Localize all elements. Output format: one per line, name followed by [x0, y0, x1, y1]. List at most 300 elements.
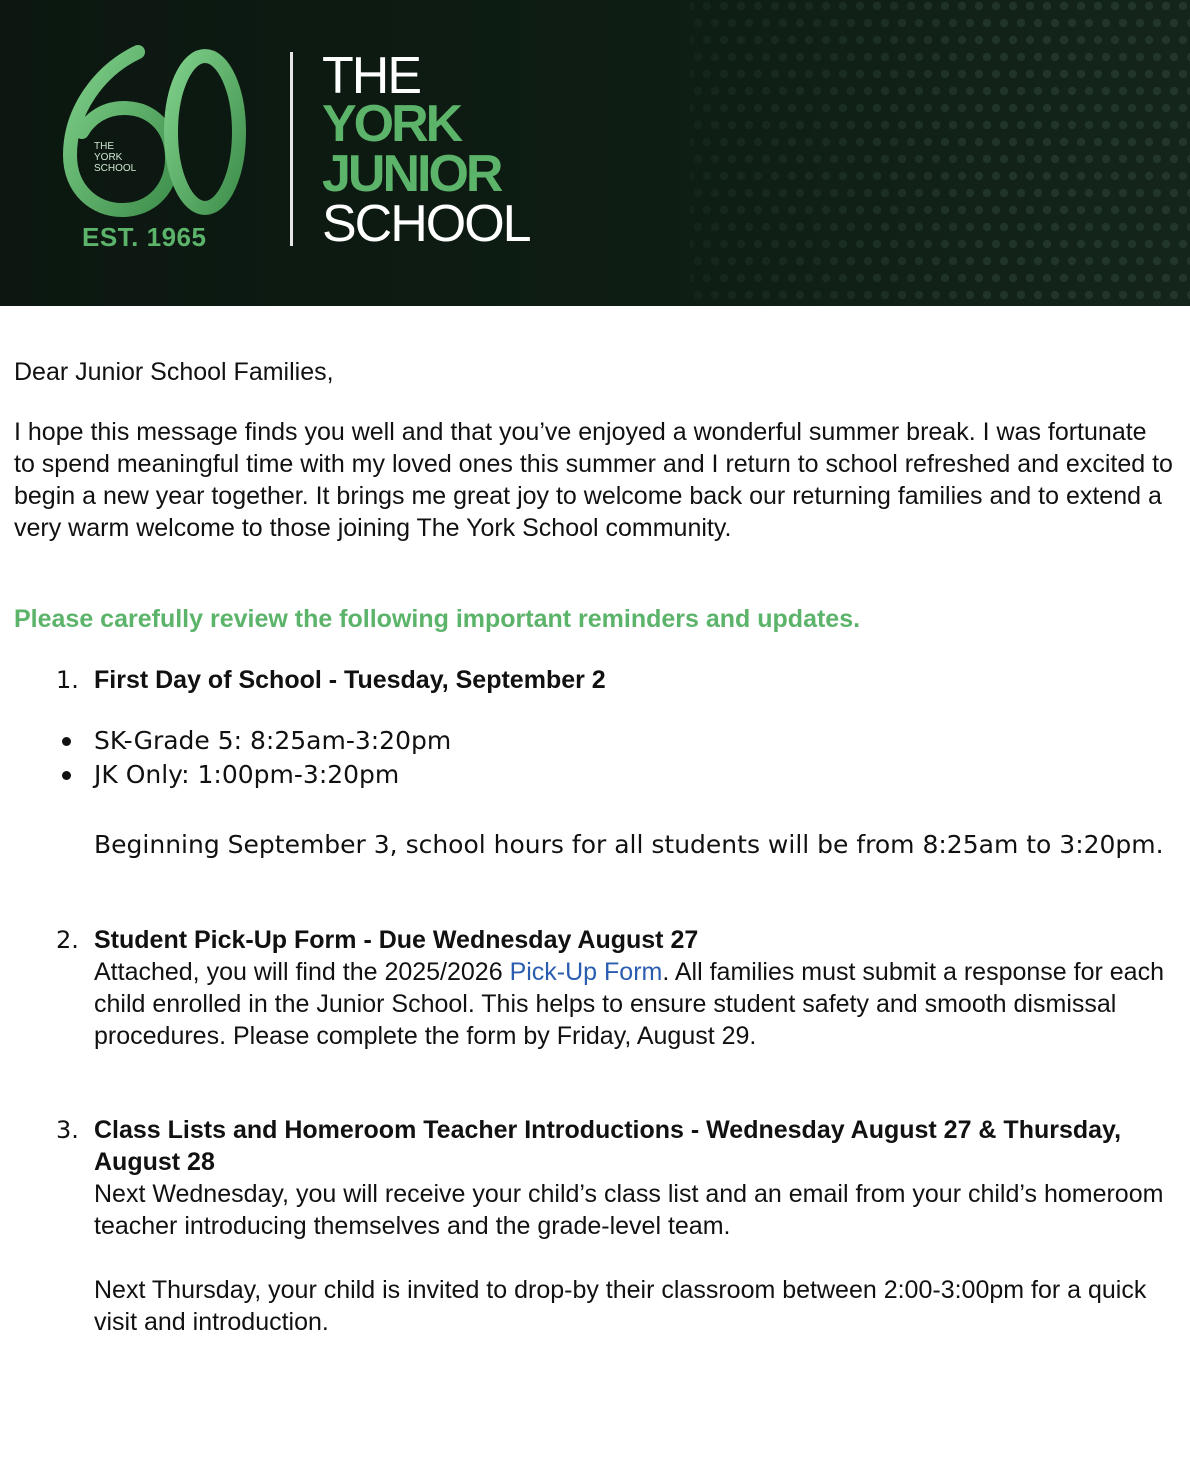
pattern-dot: [949, 223, 957, 231]
pattern-dot: [1026, 240, 1034, 248]
pattern-dot: [1111, 138, 1119, 146]
pattern-dot: [881, 155, 889, 163]
pattern-dot: [694, 53, 702, 61]
pattern-dot: [1026, 36, 1034, 44]
pattern-dot: [1000, 121, 1008, 129]
body-text: . All families must submit a response for each child enrolled in the Junior School. This helps to ensure student safety and smooth dismissal procedures. Please complete the form by Friday, August 29.: [94, 958, 1164, 1050]
pattern-dot: [771, 274, 779, 282]
pattern-dot: [737, 70, 745, 78]
pattern-dot: [898, 121, 906, 129]
pattern-dot: [1009, 70, 1017, 78]
pattern-dot: [1153, 291, 1161, 299]
pattern-dot: [975, 36, 983, 44]
pattern-dot: [1094, 36, 1102, 44]
pattern-dot: [864, 53, 872, 61]
pattern-dot: [864, 155, 872, 163]
pattern-dot: [1170, 53, 1178, 61]
pattern-dot: [890, 36, 898, 44]
pattern-dot: [690, 70, 694, 78]
pattern-dot: [966, 257, 974, 265]
pattern-dot: [762, 257, 770, 265]
pattern-dot: [720, 70, 728, 78]
pattern-dot: [966, 19, 974, 27]
pattern-dot: [873, 2, 881, 10]
pattern-dot: [898, 223, 906, 231]
pattern-dot: [779, 121, 787, 129]
pattern-dot: [711, 19, 719, 27]
pattern-dot: [737, 138, 745, 146]
pattern-dot: [1000, 87, 1008, 95]
pattern-dot: [941, 104, 949, 112]
pattern-dot: [728, 87, 736, 95]
pattern-dot: [1119, 19, 1127, 27]
logo-inner-text-2: YORK: [94, 152, 123, 163]
pattern-dot: [813, 257, 821, 265]
pattern-dot: [839, 240, 847, 248]
school-name-school: SCHOOL: [322, 195, 530, 253]
pattern-dot: [1043, 2, 1051, 10]
pattern-dot: [703, 104, 711, 112]
pattern-dot: [839, 274, 847, 282]
pattern-dot: [728, 291, 736, 299]
pattern-dot: [771, 206, 779, 214]
pattern-dot: [1000, 155, 1008, 163]
pattern-dot: [1043, 104, 1051, 112]
pattern-dot: [890, 172, 898, 180]
pattern-dot: [1068, 87, 1076, 95]
pattern-dot: [1051, 189, 1059, 197]
pattern-dot: [1017, 155, 1025, 163]
pattern-dot: [983, 53, 991, 61]
pattern-dot: [958, 70, 966, 78]
pattern-dot: [779, 155, 787, 163]
pattern-dot: [745, 87, 753, 95]
pattern-dot: [1026, 70, 1034, 78]
pattern-dot: [813, 87, 821, 95]
pattern-dot: [881, 223, 889, 231]
pattern-dot: [771, 172, 779, 180]
pattern-dot: [754, 240, 762, 248]
pattern-dot: [915, 223, 923, 231]
pattern-dot: [1145, 138, 1153, 146]
pattern-dot: [958, 2, 966, 10]
pattern-dot: [745, 291, 753, 299]
pattern-dot: [822, 274, 830, 282]
pattern-dot: [881, 257, 889, 265]
pattern-dot: [881, 189, 889, 197]
pattern-dot: [992, 240, 1000, 248]
pattern-dot: [1153, 189, 1161, 197]
pattern-dot: [1170, 19, 1178, 27]
pattern-dot: [1170, 155, 1178, 163]
pattern-dot: [1153, 257, 1161, 265]
pattern-dot: [1145, 104, 1153, 112]
pattern-dot: [966, 53, 974, 61]
bullet-text: JK Only: 1:00pm-3:20pm: [94, 760, 400, 789]
pattern-dot: [839, 70, 847, 78]
pattern-dot: [694, 19, 702, 27]
pattern-dot: [805, 172, 813, 180]
pattern-dot: [975, 240, 983, 248]
item-body: Next Wednesday, you will receive your child’s class list and an email from your child’s homeroom teacher introducing themselves and the grade-level team.: [94, 1180, 1164, 1240]
pattern-dot: [1162, 240, 1170, 248]
pattern-dot: [779, 223, 787, 231]
pattern-dot: [983, 155, 991, 163]
pattern-dot: [966, 291, 974, 299]
pattern-dot: [856, 36, 864, 44]
pattern-dot: [1162, 274, 1170, 282]
pattern-dot: [1068, 257, 1076, 265]
pattern-dot: [992, 70, 1000, 78]
pattern-dot: [1068, 223, 1076, 231]
pattern-dot: [1043, 172, 1051, 180]
pattern-dot: [1111, 104, 1119, 112]
pattern-dot: [847, 155, 855, 163]
item-number: 1.: [56, 666, 79, 694]
pattern-dot: [1179, 70, 1187, 78]
pattern-dot: [1017, 53, 1025, 61]
pattern-dot: [762, 189, 770, 197]
pattern-dot: [873, 274, 881, 282]
pattern-dot: [1094, 2, 1102, 10]
item-title: Class Lists and Homeroom Teacher Introductions - Wednesday August 27 & Thursday, August 28: [94, 1116, 1122, 1176]
pattern-dot: [1000, 53, 1008, 61]
pattern-dot: [745, 257, 753, 265]
pattern-dot: [788, 274, 796, 282]
pattern-dot: [915, 19, 923, 27]
pattern-dot: [703, 172, 711, 180]
pattern-dot: [830, 53, 838, 61]
pattern-dot: [915, 87, 923, 95]
pattern-dot: [1094, 70, 1102, 78]
pattern-dot: [1145, 172, 1153, 180]
pattern-dot: [1068, 189, 1076, 197]
pattern-dot: [745, 223, 753, 231]
pattern-dot: [890, 206, 898, 214]
pattern-dot: [1060, 138, 1068, 146]
pattern-dot: [966, 189, 974, 197]
pattern-dot: [856, 70, 864, 78]
pattern-dot: [720, 240, 728, 248]
pattern-dot: [1026, 206, 1034, 214]
pattern-dot: [1000, 189, 1008, 197]
pattern-dot: [941, 70, 949, 78]
pattern-dot: [915, 189, 923, 197]
pattern-dot: [915, 257, 923, 265]
pattern-dot: [813, 189, 821, 197]
school-name-the: THE: [322, 47, 420, 105]
pattern-dot: [1128, 172, 1136, 180]
pattern-dot: [975, 274, 983, 282]
pattern-dot: [856, 138, 864, 146]
pattern-dot: [1111, 172, 1119, 180]
pattern-dot: [847, 53, 855, 61]
pattern-dot: [1111, 274, 1119, 282]
pattern-dot: [805, 36, 813, 44]
pattern-dot: [822, 138, 830, 146]
pattern-dot: [796, 291, 804, 299]
pattern-dot: [762, 53, 770, 61]
pattern-dot: [1094, 240, 1102, 248]
pattern-dot: [1119, 257, 1127, 265]
pattern-dot: [737, 36, 745, 44]
pattern-dot: [1009, 240, 1017, 248]
pattern-dot: [754, 138, 762, 146]
pattern-dot: [694, 291, 702, 299]
pattern-dot: [745, 19, 753, 27]
pattern-dot: [932, 223, 940, 231]
pattern-dot: [1128, 138, 1136, 146]
pattern-dot: [805, 240, 813, 248]
pattern-dot: [864, 87, 872, 95]
pattern-dot: [1026, 2, 1034, 10]
pattern-dot: [924, 70, 932, 78]
pattern-dot: [983, 223, 991, 231]
pattern-dot: [1009, 274, 1017, 282]
pattern-dot: [1034, 121, 1042, 129]
pattern-dot: [1068, 19, 1076, 27]
pattern-dot: [856, 240, 864, 248]
pattern-dot: [1153, 155, 1161, 163]
pattern-dot: [1102, 121, 1110, 129]
pattern-dot: [1162, 36, 1170, 44]
pattern-dot: [924, 138, 932, 146]
pattern-dot: [690, 172, 694, 180]
pattern-dot: [1145, 36, 1153, 44]
pattern-dot: [1111, 206, 1119, 214]
pattern-dot: [873, 104, 881, 112]
pattern-dot: [839, 138, 847, 146]
pattern-dot: [694, 87, 702, 95]
pattern-dot: [1009, 172, 1017, 180]
pattern-dot: [796, 53, 804, 61]
bullet-text: SK-Grade 5: 8:25am-3:20pm: [94, 726, 452, 755]
pattern-dot: [1060, 172, 1068, 180]
pattern-dot: [1077, 2, 1085, 10]
pattern-dot: [690, 206, 694, 214]
pattern-dot: [1136, 155, 1144, 163]
pattern-dot: [847, 257, 855, 265]
pattern-dot: [830, 121, 838, 129]
pattern-dot: [822, 206, 830, 214]
pattern-dot: [1009, 138, 1017, 146]
pattern-dot: [711, 291, 719, 299]
pattern-dot: [992, 138, 1000, 146]
pattern-dot: [805, 206, 813, 214]
pattern-dot: [1017, 87, 1025, 95]
pattern-dot: [958, 206, 966, 214]
pattern-dot: [924, 274, 932, 282]
pattern-dot: [694, 189, 702, 197]
pattern-dot: [983, 121, 991, 129]
pattern-dot: [898, 189, 906, 197]
pick-up-form-link[interactable]: Pick-Up Form: [509, 958, 663, 986]
pattern-dot: [1017, 19, 1025, 27]
pattern-dot: [924, 206, 932, 214]
pattern-dot: [754, 2, 762, 10]
pattern-dot: [1170, 257, 1178, 265]
pattern-dot: [813, 53, 821, 61]
pattern-dot: [847, 291, 855, 299]
pattern-dot: [813, 155, 821, 163]
pattern-dot: [949, 155, 957, 163]
pattern-dot: [1145, 2, 1153, 10]
pattern-dot: [1111, 70, 1119, 78]
pattern-dot: [728, 121, 736, 129]
pattern-dot: [711, 121, 719, 129]
pattern-dot: [1034, 189, 1042, 197]
pattern-dot: [1026, 172, 1034, 180]
pattern-dot: [1102, 155, 1110, 163]
body-text: Attached, you will find the 2025/2026: [94, 958, 510, 986]
pattern-dot: [839, 2, 847, 10]
pattern-dot: [711, 155, 719, 163]
pattern-dot: [1051, 223, 1059, 231]
pattern-dot: [839, 36, 847, 44]
pattern-dot: [873, 172, 881, 180]
pattern-dot: [1051, 19, 1059, 27]
pattern-dot: [728, 53, 736, 61]
pattern-dot: [898, 257, 906, 265]
pattern-dot: [737, 2, 745, 10]
pattern-dot: [830, 291, 838, 299]
pattern-dot: [1051, 155, 1059, 163]
pattern-dot: [949, 257, 957, 265]
pattern-dot: [711, 53, 719, 61]
pattern-dot: [1153, 87, 1161, 95]
pattern-dot: [728, 257, 736, 265]
pattern-dot: [864, 257, 872, 265]
pattern-dot: [932, 121, 940, 129]
pattern-dot: [847, 121, 855, 129]
pattern-dot: [1153, 121, 1161, 129]
pattern-dot: [788, 206, 796, 214]
pattern-dot: [1179, 172, 1187, 180]
pattern-dot: [1043, 138, 1051, 146]
pattern-dot: [1119, 155, 1127, 163]
pattern-dot: [1119, 291, 1127, 299]
pattern-dot: [694, 155, 702, 163]
pattern-dot: [949, 189, 957, 197]
pattern-dot: [958, 36, 966, 44]
pattern-dot: [958, 104, 966, 112]
pattern-dot: [1026, 138, 1034, 146]
pattern-dot: [813, 223, 821, 231]
pattern-dot: [754, 274, 762, 282]
item-number: 2.: [56, 926, 79, 954]
pattern-dot: [1009, 2, 1017, 10]
pattern-dot: [788, 104, 796, 112]
pattern-dot: [1128, 206, 1136, 214]
pattern-dot: [864, 223, 872, 231]
pattern-dot: [1060, 36, 1068, 44]
pattern-dot: [907, 240, 915, 248]
pattern-dot: [737, 172, 745, 180]
pattern-dot: [1145, 70, 1153, 78]
pattern-dot: [690, 2, 694, 10]
pattern-dot: [1017, 189, 1025, 197]
pattern-dot: [975, 104, 983, 112]
pattern-dot: [1094, 138, 1102, 146]
pattern-dot: [992, 172, 1000, 180]
pattern-dot: [1034, 87, 1042, 95]
pattern-dot: [949, 121, 957, 129]
school-name-junior: JUNIOR: [322, 145, 501, 203]
pattern-dot: [788, 70, 796, 78]
pattern-dot: [1077, 104, 1085, 112]
pattern-dot: [949, 19, 957, 27]
pattern-dot: [1085, 121, 1093, 129]
pattern-dot: [830, 87, 838, 95]
pattern-dot: [745, 155, 753, 163]
pattern-dot: [881, 121, 889, 129]
pattern-dot: [864, 121, 872, 129]
pattern-dot: [992, 104, 1000, 112]
bullet-dot-icon: [62, 771, 71, 780]
pattern-dot: [779, 291, 787, 299]
pattern-dot: [847, 189, 855, 197]
pattern-dot: [1026, 274, 1034, 282]
pattern-dot: [1162, 104, 1170, 112]
pattern-dot: [1060, 206, 1068, 214]
pattern-dot: [771, 36, 779, 44]
pattern-dot: [1094, 274, 1102, 282]
pattern-dot: [932, 87, 940, 95]
pattern-dot: [703, 70, 711, 78]
pattern-dot: [796, 19, 804, 27]
pattern-dot: [992, 2, 1000, 10]
pattern-dot: [839, 206, 847, 214]
pattern-dot: [745, 53, 753, 61]
pattern-dot: [1009, 104, 1017, 112]
pattern-dot: [754, 36, 762, 44]
pattern-dot: [856, 172, 864, 180]
pattern-dot: [992, 274, 1000, 282]
pattern-dot: [949, 291, 957, 299]
logo-inner-text-3: SCHOOL: [94, 163, 137, 174]
pattern-dot: [720, 172, 728, 180]
pattern-dot: [788, 138, 796, 146]
pattern-dot: [1102, 257, 1110, 265]
school-hours-note: Beginning September 3, school hours for all students will be from 8:25am to 3:20pm.: [94, 830, 1164, 859]
pattern-dot: [830, 189, 838, 197]
pattern-dot: [830, 19, 838, 27]
pattern-dot: [881, 53, 889, 61]
pattern-dot: [1170, 87, 1178, 95]
pattern-dot: [864, 189, 872, 197]
pattern-dot: [1034, 53, 1042, 61]
pattern-dot: [1119, 121, 1127, 129]
pattern-dot: [890, 2, 898, 10]
item-number: 3.: [56, 1116, 79, 1144]
pattern-dot: [1136, 189, 1144, 197]
pattern-dot: [771, 2, 779, 10]
pattern-dot: [822, 2, 830, 10]
pattern-dot: [1043, 206, 1051, 214]
pattern-dot: [1153, 53, 1161, 61]
pattern-dot: [1119, 53, 1127, 61]
pattern-dot: [754, 104, 762, 112]
pattern-dot: [975, 70, 983, 78]
pattern-dot: [1162, 2, 1170, 10]
pattern-dot: [932, 291, 940, 299]
pattern-dot: [1068, 121, 1076, 129]
pattern-dot: [975, 206, 983, 214]
pattern-dot: [873, 70, 881, 78]
pattern-dot: [1128, 36, 1136, 44]
pattern-dot: [728, 155, 736, 163]
pattern-dot: [1060, 104, 1068, 112]
